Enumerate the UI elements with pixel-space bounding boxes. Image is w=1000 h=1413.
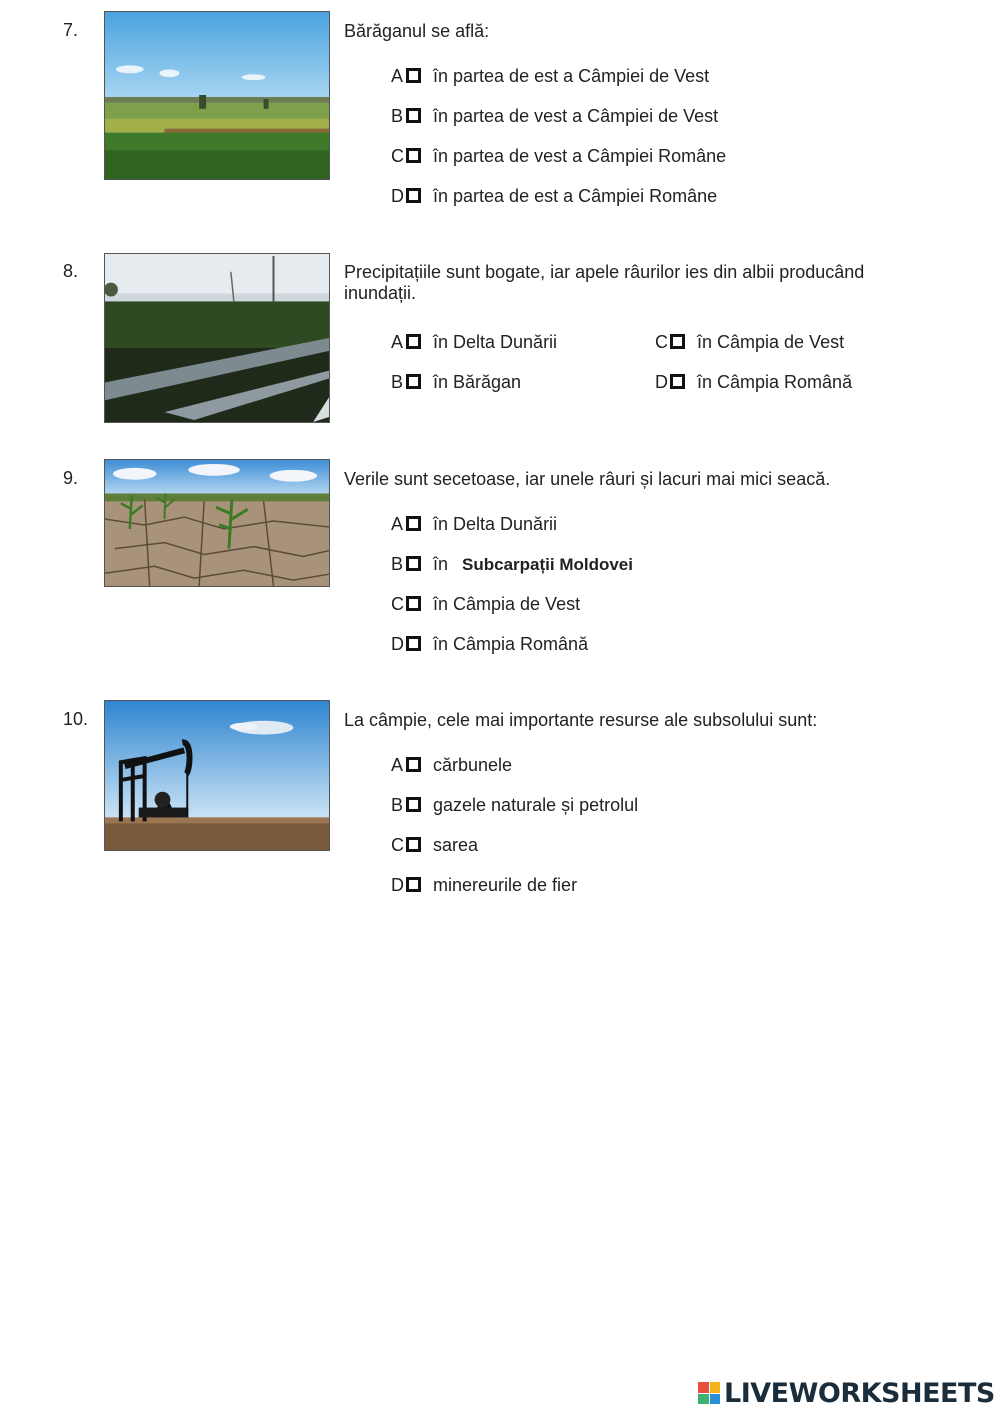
option-text: în Câmpia de Vest [433,594,581,614]
option-text: minereurile de fier [433,875,578,895]
answer-option[interactable] [391,330,557,354]
option-text: în partea de vest a Câmpiei de Vest [433,106,719,126]
answer-option[interactable] [391,64,709,88]
question-number: 10. [63,709,89,729]
option-letter: B [391,106,404,126]
option-text: în Bărăgan [433,372,522,392]
answer-option[interactable] [391,873,577,897]
checkbox[interactable] [670,374,685,389]
answer-option[interactable] [655,330,844,354]
option-letter: C [655,332,668,352]
answer-option[interactable] [655,370,852,394]
flooded-field-image [104,253,330,423]
checkbox[interactable] [406,334,421,349]
checkbox[interactable] [406,108,421,123]
option-text: în Câmpia Română [433,634,589,654]
checkbox[interactable] [406,596,421,611]
option-letter: A [391,66,404,86]
checkbox[interactable] [406,68,421,83]
answer-option[interactable] [391,833,478,857]
answer-option[interactable] [391,184,717,208]
checkbox[interactable] [406,877,421,892]
option-letter: D [391,875,404,895]
liveworksheets-logo-icon [698,1382,720,1404]
option-text: în Câmpia de Vest [697,332,845,352]
answer-option[interactable] [391,793,638,817]
option-letter: D [655,372,668,392]
question-text: Bărăganul se află: [344,21,490,41]
drought-field-image [104,459,330,587]
logo-square [698,1394,709,1405]
option-text: în Delta Dunării [433,514,558,534]
option-text: în Delta Dunării [433,332,558,352]
checkbox[interactable] [406,556,421,571]
option-letter: A [391,332,404,352]
question-text: Precipitațiile sunt bogate, iar apele râurilor ies din albii producând inundații. [344,262,865,303]
option-letter: C [391,835,404,855]
option-letter: D [391,186,404,206]
plain-landscape-image [104,11,330,180]
question-number: 8. [63,261,79,281]
answer-option[interactable] [391,552,633,576]
answer-option[interactable] [391,104,718,128]
answer-option[interactable] [391,632,588,656]
checkbox[interactable] [670,334,685,349]
oil-pump-image [104,700,330,851]
option-letter: A [391,755,404,775]
answer-option[interactable] [391,512,557,536]
option-text: cărbunele [433,755,513,775]
option-letter: D [391,634,404,654]
option-text: în partea de est a Câmpiei de Vest [433,66,710,86]
question-number: 9. [63,468,79,488]
option-text: în Câmpia Română [697,372,853,392]
option-text: în partea de vest a Câmpiei Române [433,146,727,166]
option-text: în [433,554,449,574]
logo-square [698,1382,709,1393]
option-letter: B [391,795,404,815]
question-text: La câmpie, cele mai importante resurse ale subsolului sunt: [344,710,818,730]
checkbox[interactable] [406,374,421,389]
option-letter: B [391,372,404,392]
option-text-bold: Subcarpații Moldovei [462,555,633,574]
logo-square [710,1382,721,1393]
logo-square [710,1394,721,1405]
checkbox[interactable] [406,188,421,203]
option-text: gazele naturale și petrolul [433,795,639,815]
question-text: Verile sunt secetoase, iar unele râuri și lacuri mai mici seacă. [344,469,831,489]
option-letter: B [391,554,404,574]
liveworksheets-logo[interactable] [698,1378,995,1408]
option-letter: C [391,146,404,166]
option-text: sarea [433,835,479,855]
answer-option[interactable] [391,592,580,616]
checkbox[interactable] [406,797,421,812]
answer-option[interactable] [391,144,726,168]
option-text: în partea de est a Câmpiei Române [433,186,718,206]
checkbox[interactable] [406,636,421,651]
option-letter: A [391,514,404,534]
answer-option[interactable] [391,753,512,777]
question-number: 7. [63,20,79,40]
checkbox[interactable] [406,148,421,163]
checkbox[interactable] [406,516,421,531]
logo-text: LIVEWORKSHEETS [724,1377,995,1409]
checkbox[interactable] [406,757,421,772]
checkbox[interactable] [406,837,421,852]
option-letter: C [391,594,404,614]
answer-option[interactable] [391,370,521,394]
